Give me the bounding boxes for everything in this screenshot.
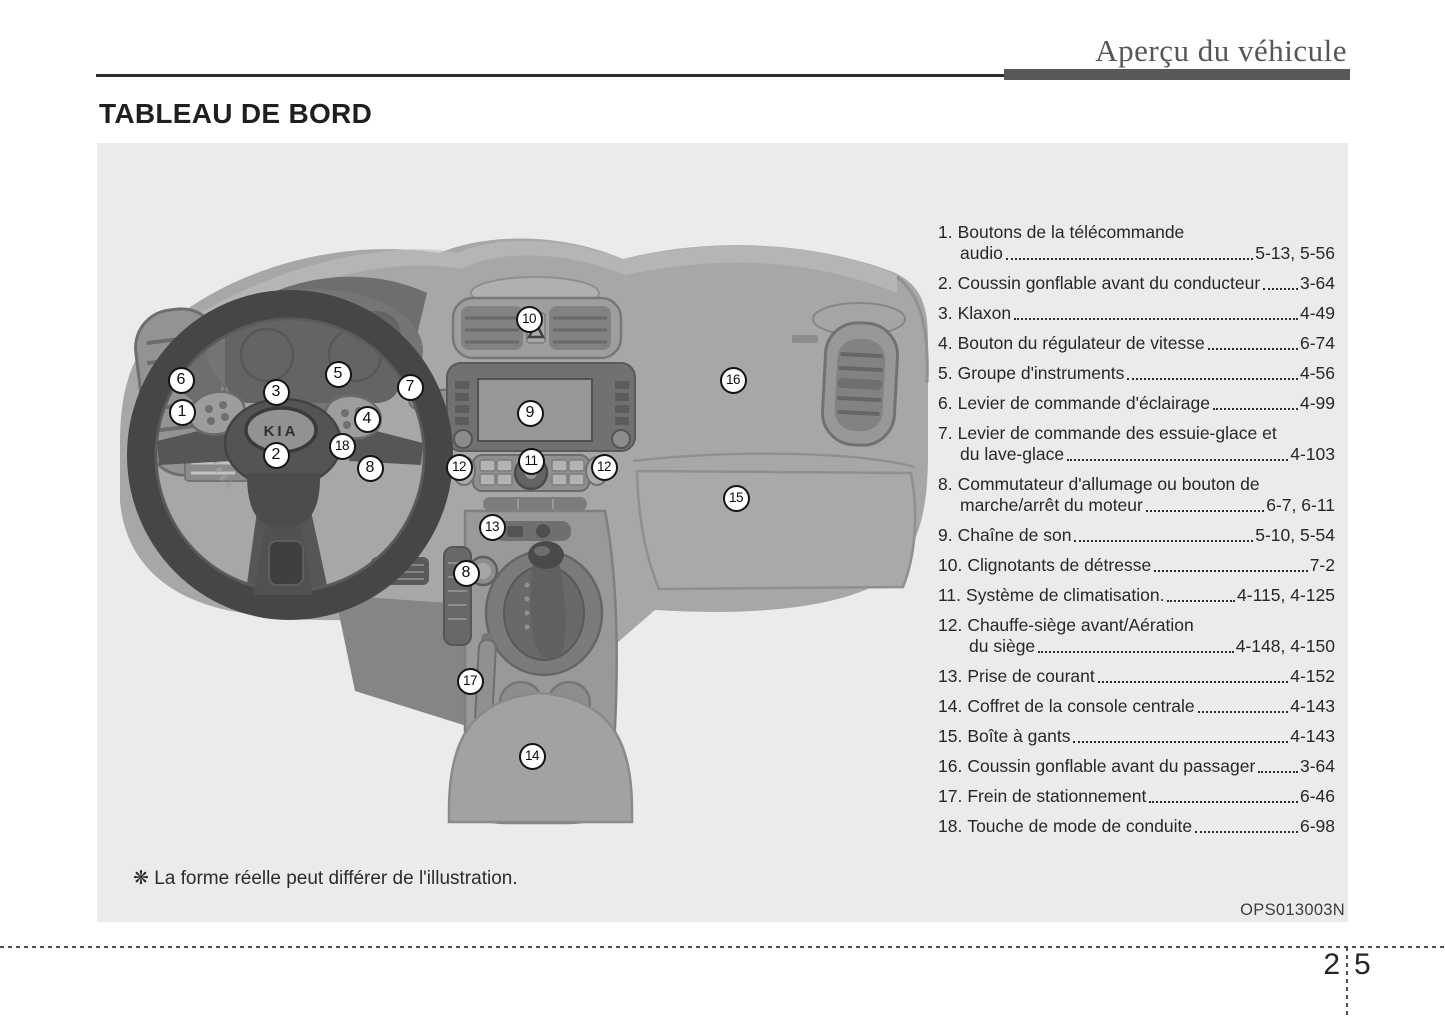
legend-label: Boutons de la télécommande — [957, 222, 1185, 242]
figure-code: OPS013003N — [1240, 901, 1345, 919]
legend-number: 18. — [938, 816, 963, 836]
callout-18: 18 — [329, 433, 356, 460]
callout-1: 1 — [169, 399, 196, 426]
legend-line — [938, 303, 1335, 324]
legend-label: du siège — [969, 636, 1036, 656]
callout-14: 14 — [519, 743, 546, 770]
legend-label: Commutateur d'allumage ou bouton de — [957, 474, 1260, 494]
legend-label: Klaxon — [957, 303, 1012, 323]
legend-dot-leader — [1263, 288, 1298, 290]
legend-page-ref: 6-98 — [1299, 816, 1335, 836]
legend-dot-leader — [1149, 801, 1298, 803]
brand-badge-text: KIA — [263, 423, 299, 440]
legend-line — [938, 786, 1335, 807]
legend-page-ref: 4-49 — [1299, 303, 1335, 323]
legend-page-ref: 5-10, 5-54 — [1255, 525, 1335, 545]
header-accent-bar — [1004, 69, 1350, 80]
callout-9: 9 — [517, 400, 544, 427]
page-number-page: 5 — [1354, 948, 1371, 981]
section-title: Aperçu du véhicule — [1095, 33, 1347, 68]
legend-number: 13. — [938, 666, 963, 686]
legend-page-ref: 4-143 — [1290, 726, 1335, 746]
callout-11: 11 — [518, 448, 545, 475]
legend-number: 15. — [938, 726, 963, 746]
legend-number: 4. — [938, 333, 953, 353]
legend-line — [938, 222, 1335, 243]
legend-dot-leader — [1038, 651, 1234, 653]
legend-dot-leader — [1127, 378, 1298, 380]
legend-number: 17. — [938, 786, 963, 806]
page-title: TABLEAU DE BORD — [99, 98, 373, 129]
legend-number: 3. — [938, 303, 953, 323]
legend-label: Groupe d'instruments — [957, 363, 1125, 383]
legend-line — [938, 555, 1335, 576]
legend-page-ref: 4-99 — [1299, 393, 1335, 413]
center-console — [449, 511, 632, 823]
power-outlet — [495, 521, 571, 541]
callout-6: 6 — [168, 367, 195, 394]
legend-number: 14. — [938, 696, 963, 716]
trim-mark-vertical — [1346, 947, 1348, 1019]
legend-label: Frein de stationnement — [967, 786, 1147, 806]
legend-label: Coussin gonflable avant du conducteur — [957, 273, 1261, 293]
dashboard-figure — [97, 143, 1348, 922]
legend-line — [938, 615, 1335, 636]
legend-label: Coffret de la console centrale — [967, 696, 1195, 716]
legend-page-ref: 6-7, 6-11 — [1266, 495, 1335, 515]
legend-number: 1. — [938, 222, 953, 242]
legend-page-ref: 3-64 — [1299, 756, 1335, 776]
legend-number: 8. — [938, 474, 953, 494]
trim-mark-horizontal — [0, 946, 1445, 948]
legend-line — [938, 423, 1335, 444]
legend-label: Clignotants de détresse — [967, 555, 1152, 575]
legend-line — [938, 696, 1335, 717]
callout-5: 5 — [325, 361, 352, 388]
legend-line — [938, 525, 1335, 546]
legend-number: 6. — [938, 393, 953, 413]
legend-label: Système de climatisation. — [966, 585, 1165, 605]
legend-line — [938, 585, 1335, 606]
legend-label: du lave-glace — [960, 444, 1065, 464]
callout-8: 8 — [453, 560, 480, 587]
callout-17: 17 — [457, 668, 484, 695]
callout-12: 12 — [446, 454, 473, 481]
legend-dot-leader — [1198, 711, 1289, 713]
callout-12: 12 — [591, 454, 618, 481]
legend-number: 2. — [938, 273, 953, 293]
callout-15: 15 — [723, 485, 750, 512]
legend-label: Coussin gonflable avant du passager — [967, 756, 1256, 776]
legend-dot-leader — [1213, 408, 1298, 410]
legend-page-ref: 6-46 — [1299, 786, 1335, 806]
legend-dot-leader — [1154, 570, 1308, 572]
legend-dot-leader — [1098, 681, 1288, 683]
legend-line — [938, 495, 1335, 516]
legend-page-ref: 6-74 — [1299, 333, 1335, 353]
legend-number: 9. — [938, 525, 953, 545]
legend-line — [938, 243, 1335, 264]
legend-dot-leader — [1006, 258, 1253, 260]
airbag-label — [792, 335, 818, 343]
legend-dot-leader — [1067, 459, 1288, 461]
legend-line — [938, 474, 1335, 495]
legend-line — [938, 726, 1335, 747]
callout-7: 7 — [397, 374, 424, 401]
page-number-chapter: 2 — [1323, 948, 1340, 981]
legend-page-ref: 4-148, 4-150 — [1235, 636, 1335, 656]
legend-dot-leader — [1167, 600, 1235, 602]
legend-page-ref: 4-152 — [1290, 666, 1335, 686]
legend-line — [938, 333, 1335, 354]
legend-dot-leader — [1074, 540, 1253, 542]
legend-number: 10. — [938, 555, 963, 575]
callout-4: 4 — [354, 406, 381, 433]
legend-label: audio — [960, 243, 1003, 263]
figure-footnote: ❋ La forme réelle peut différer de l'illustration. — [133, 868, 518, 889]
callout-16: 16 — [720, 367, 747, 394]
legend-number: 5. — [938, 363, 953, 383]
legend-page-ref: 4-115, 4-125 — [1237, 585, 1335, 605]
legend-number: 7. — [938, 423, 953, 443]
legend-dot-leader — [1208, 348, 1298, 350]
legend-page-ref: 5-13, 5-56 — [1255, 243, 1335, 263]
legend-dot-leader — [1195, 831, 1298, 833]
legend-list — [938, 213, 1335, 837]
legend-page-ref: 4-143 — [1290, 696, 1335, 716]
legend-label: Levier de commande des essuie-glace et — [957, 423, 1277, 443]
legend-dot-leader — [1014, 318, 1298, 320]
legend-page-ref: 7-2 — [1309, 555, 1335, 575]
legend-line — [938, 756, 1335, 777]
legend-label: Prise de courant — [967, 666, 1095, 686]
legend-dot-leader — [1073, 741, 1288, 743]
legend-number: 11. — [938, 585, 962, 605]
legend-label: Chauffe-siège avant/Aération — [967, 615, 1194, 635]
callout-2: 2 — [263, 442, 290, 469]
legend-label: Levier de commande d'éclairage — [957, 393, 1210, 413]
right-air-vent — [813, 303, 905, 447]
legend-line — [938, 273, 1335, 294]
legend-label: Boîte à gants — [967, 726, 1071, 746]
legend-label: Touche de mode de conduite — [967, 816, 1193, 836]
legend-label: marche/arrêt du moteur — [960, 495, 1143, 515]
legend-line — [938, 393, 1335, 414]
legend-dot-leader — [1146, 510, 1264, 512]
legend-page-ref: 4-103 — [1290, 444, 1335, 464]
legend-label: Chaîne de son — [957, 525, 1072, 545]
gear-shifter — [530, 561, 566, 658]
legend-line — [938, 444, 1335, 465]
callout-3: 3 — [263, 379, 290, 406]
legend-page-ref: 3-64 — [1299, 273, 1335, 293]
legend-dot-leader — [1258, 771, 1298, 773]
legend-line — [938, 363, 1335, 384]
legend-line — [938, 816, 1335, 837]
legend-page-ref: 4-56 — [1299, 363, 1335, 383]
legend-number: 16. — [938, 756, 963, 776]
legend-number: 12. — [938, 615, 963, 635]
legend-line — [938, 636, 1335, 657]
callout-8: 8 — [357, 455, 384, 482]
callout-13: 13 — [479, 514, 506, 541]
legend-line — [938, 666, 1335, 687]
legend-label: Bouton du régulateur de vitesse — [957, 333, 1205, 353]
callout-10: 10 — [516, 306, 543, 333]
